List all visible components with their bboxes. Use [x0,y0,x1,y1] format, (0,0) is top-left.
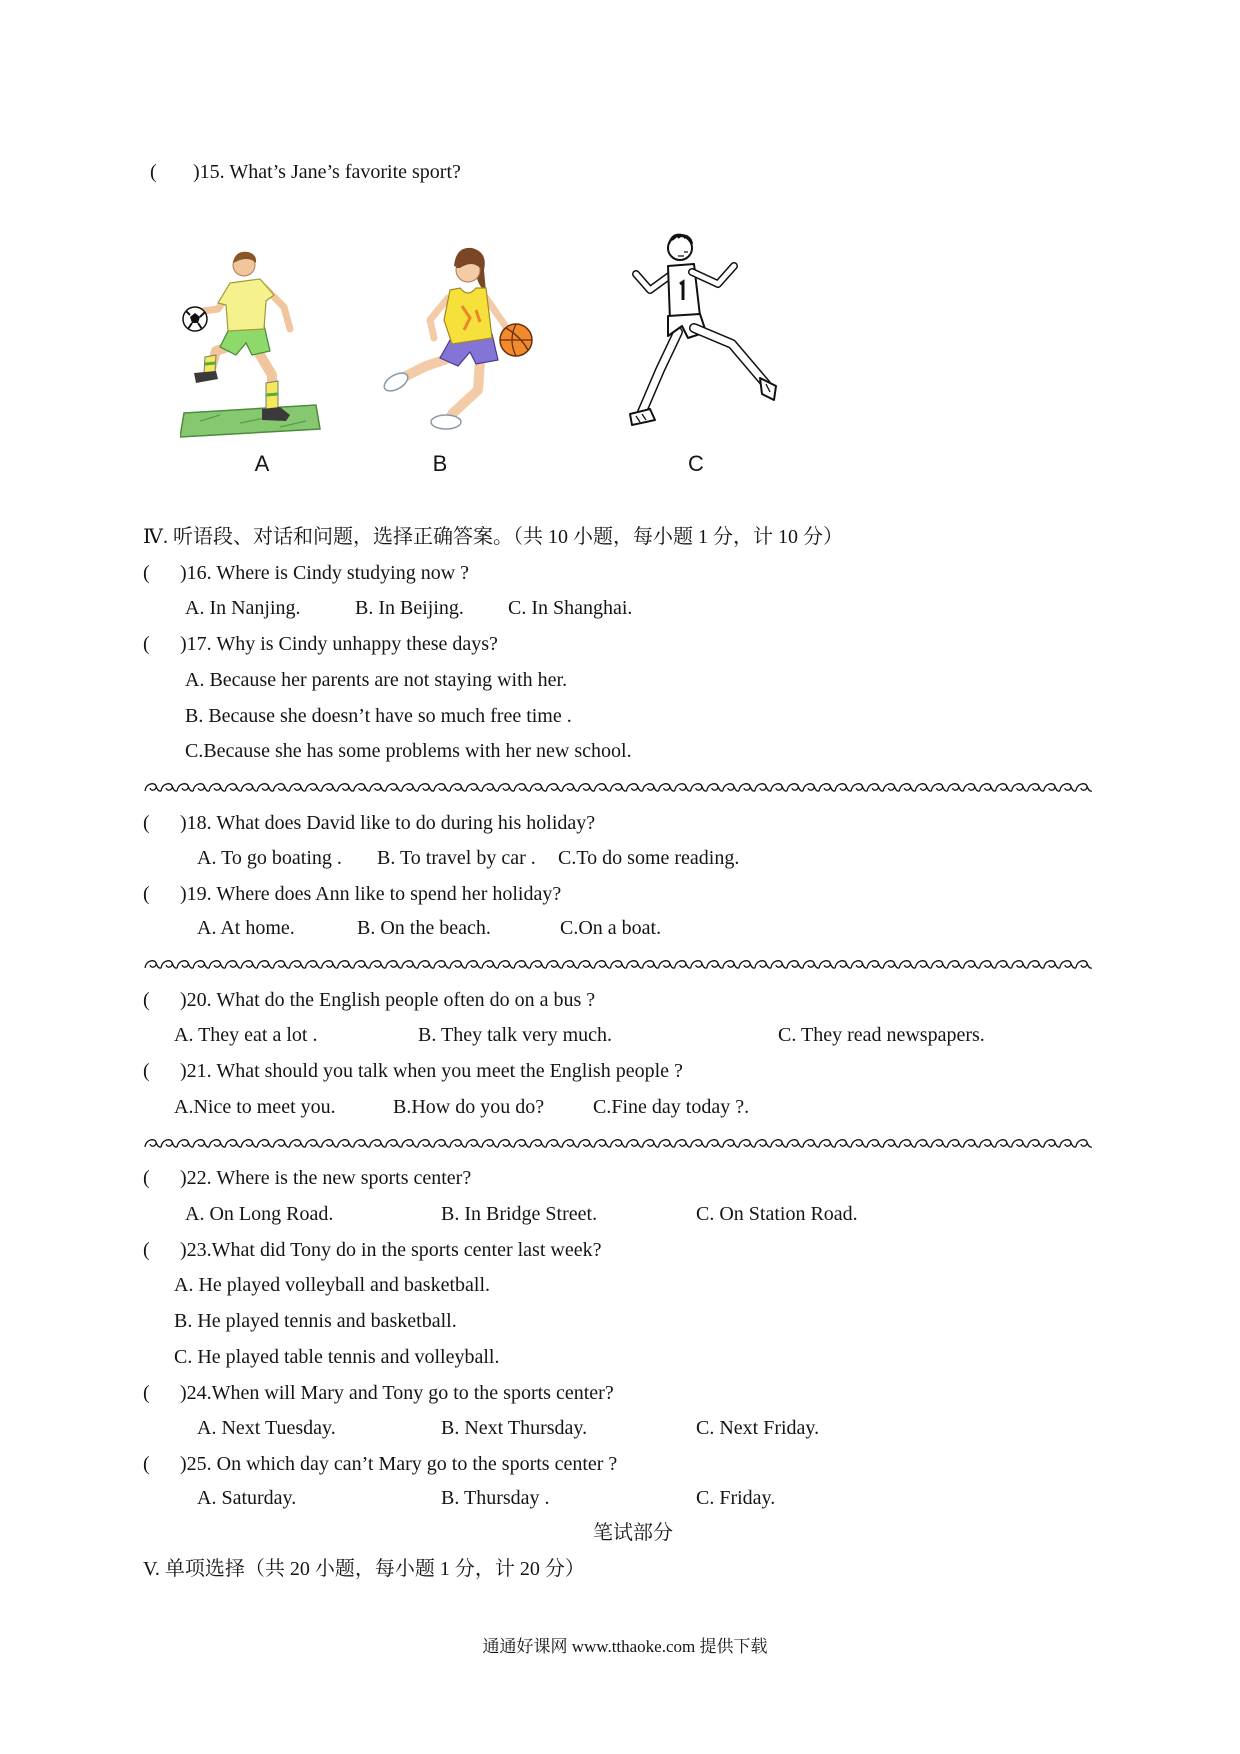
decorative-divider [143,957,1107,971]
picture-label-a: A [254,451,270,476]
question-stem [180,881,561,907]
answer-blank-open: ( [143,812,150,834]
picture-option-c [622,228,784,438]
option-b: B. In Bridge Street. [441,1203,598,1225]
option-c: C. Friday. [696,1487,776,1509]
decorative-divider [143,780,1107,794]
option-a: A. In Nanjing. [185,597,301,619]
question-text: Why is Cindy unhappy these days? [216,633,498,655]
question-text: What’s Jane’s favorite sport? [229,161,461,183]
question-stem [180,810,595,836]
question-text: Where does Ann like to spend her holiday? [216,883,562,905]
option-a: A. Saturday. [197,1487,297,1509]
picture-label-b: B [432,451,448,476]
question-number: 23. [186,1239,212,1261]
runner-illustration [622,228,784,438]
option-c: C.To do some reading. [558,847,740,869]
option-b: B. He played tennis and basketball. [174,1310,457,1332]
question-text: On which day can’t Mary go to the sports center ? [216,1453,618,1475]
soccer-player-illustration [180,245,325,440]
picture-option-b [380,240,540,438]
question-number: 19. [186,883,212,905]
question-text: What does David like to do during his holiday? [216,812,596,834]
question-number: 24. [186,1382,212,1404]
answer-blank-close: ) [180,1060,187,1082]
question-stem [180,1237,601,1263]
question-stem [180,1451,617,1477]
question-number: 16. [186,562,212,584]
answer-blank-open: ( [143,883,150,905]
question-stem [180,1380,614,1406]
option-a: A.Nice to meet you. [174,1096,336,1118]
answer-blank-open: ( [143,562,150,584]
answer-blank-close: ) [193,161,200,183]
option-c: C. Next Friday. [696,1417,820,1439]
answer-blank-close: ) [180,562,187,584]
option-c: C. On Station Road. [696,1203,858,1225]
option-b: B. They talk very much. [418,1024,613,1046]
option-a: A. They eat a lot . [174,1024,318,1046]
option-c: C. They read newspapers. [778,1024,985,1046]
picture-label-c: C [688,451,704,476]
option-c: C. In Shanghai. [508,597,633,619]
option-c: C. He played table tennis and volleyball. [174,1346,500,1368]
option-b: B. Next Thursday. [441,1417,588,1439]
option-b: B. In Beijing. [355,597,464,619]
answer-blank-open: ( [143,1060,150,1082]
answer-blank-open: ( [143,989,150,1011]
answer-blank-close: ) [180,1239,187,1261]
question-number: 21. [186,1060,212,1082]
answer-blank-open: ( [143,1239,150,1261]
option-c: C.Fine day today ?. [593,1096,750,1118]
answer-blank-close: ) [180,1167,187,1189]
picture-option-a [180,245,325,440]
answer-blank-open: ( [143,1167,150,1189]
question-number: 22. [186,1167,212,1189]
answer-blank-close: ) [180,989,187,1011]
basketball [500,324,532,356]
divider-swirl-pattern [145,784,1092,791]
option-c: C.On a boat. [560,917,662,939]
option-b: B. On the beach. [357,917,491,939]
question-number: 15. [199,161,225,183]
option-a: A. He played volleyball and basketball. [174,1274,491,1296]
question-text: What did Tony do in the sports center last week? [211,1239,602,1261]
answer-blank-open: ( [143,1453,150,1475]
answer-blank-open: ( [143,633,150,655]
soccer-ball [183,307,207,331]
basketball-player-illustration [380,240,540,438]
decorative-divider [143,1136,1107,1150]
answer-blank-close: ) [180,883,187,905]
section-4-title: Ⅳ. 听语段、对话和问题，选择正确答案。（共 10 小题，每小题 1 分，计 10 分） [143,526,843,548]
question-stem [180,987,595,1013]
option-a: A. On Long Road. [185,1203,334,1225]
option-b: B. Thursday . [441,1487,550,1509]
question-stem [180,1058,683,1084]
question-number: 18. [186,812,212,834]
option-c: C.Because she has some problems with her new school. [185,740,632,762]
question-text: What should you talk when you meet the English people ? [216,1060,683,1082]
answer-blank-open: ( [150,161,157,183]
answer-blank-close: ) [180,1453,187,1475]
answer-blank-close: ) [180,812,187,834]
answer-blank-close: ) [180,633,187,655]
question-stem [193,159,461,185]
question-text: Where is the new sports center? [216,1167,472,1189]
question-text: When will Mary and Tony go to the sports center? [211,1382,614,1404]
divider-swirl-pattern [145,1140,1092,1147]
option-b: B. To travel by car . [377,847,536,869]
page-footer: 通通好课网 www.tthaoke.com 提供下载 [482,1637,768,1656]
question-stem [180,1165,471,1191]
question-stem [180,560,469,586]
option-a: A. Next Tuesday. [197,1417,336,1439]
question-number: 17. [186,633,212,655]
question-number: 25. [186,1453,212,1475]
option-b: B. Because she doesn’t have so much free time . [185,705,572,727]
section-5-title: V. 单项选择（共 20 小题，每小题 1 分，计 20 分） [143,1558,585,1580]
answer-blank-open: ( [143,1382,150,1404]
option-a: A. Because her parents are not staying with her. [185,669,568,691]
divider-swirl-pattern [145,961,1092,968]
written-part-title: 笔试部分 [593,1522,673,1544]
option-b: B.How do you do? [393,1096,545,1118]
question-text: What do the English people often do on a bus ? [216,989,596,1011]
option-a: A. At home. [197,917,295,939]
question-text: Where is Cindy studying now ? [216,562,470,584]
option-a: A. To go boating . [197,847,342,869]
answer-blank-close: ) [180,1382,187,1404]
question-number: 20. [186,989,212,1011]
question-stem [180,631,498,657]
